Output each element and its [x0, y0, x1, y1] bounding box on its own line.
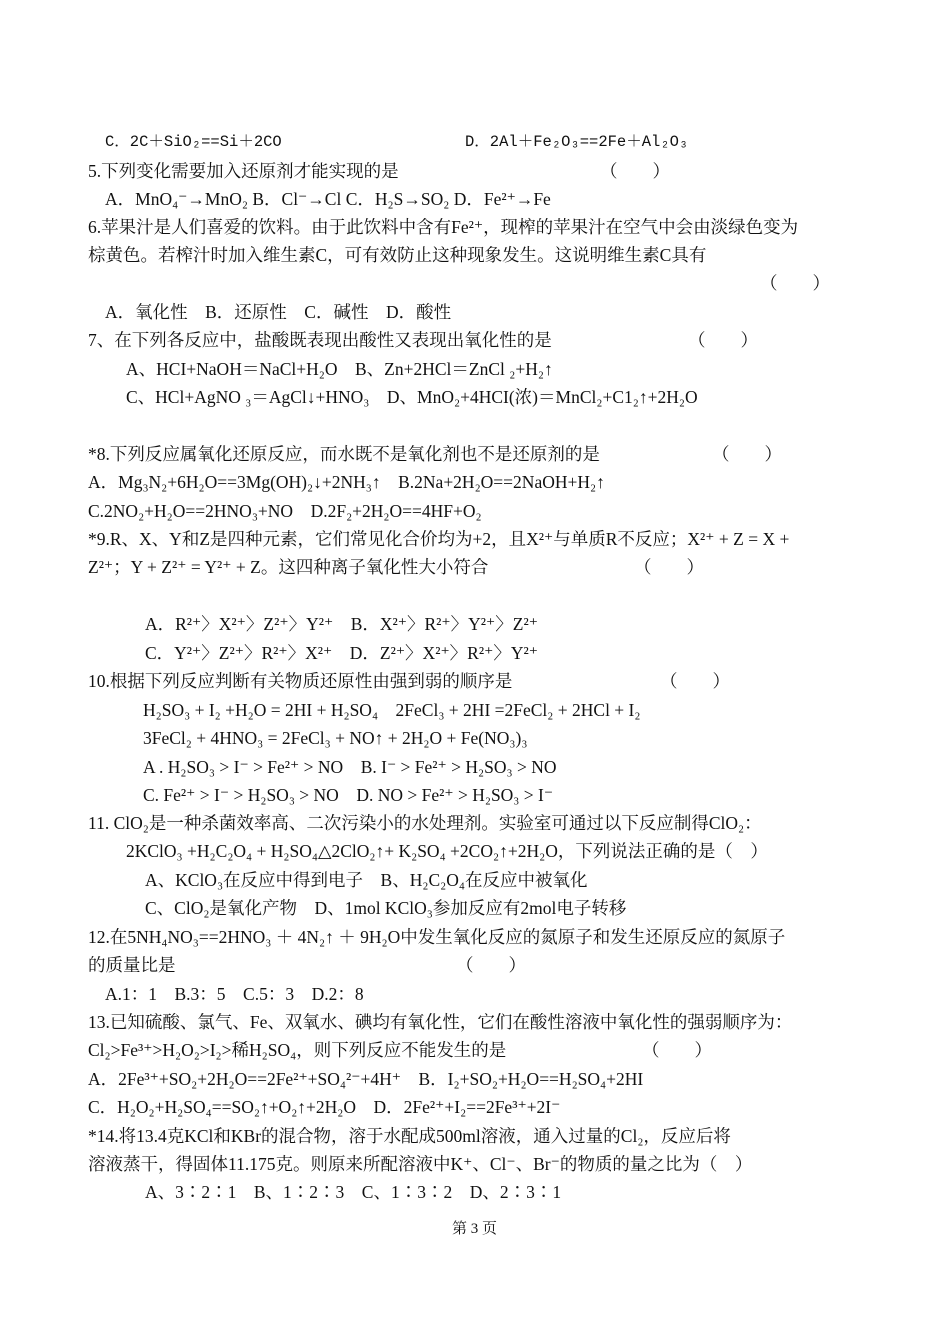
q10-answer-blank: （ ） [660, 671, 730, 691]
q5-options: A．MnO₄⁻→MnO₂ B．Cl⁻→Cl C．H₂S→SO₂ D．Fe²⁺→Fe [105, 189, 551, 209]
q13-options-cd: C．H₂O₂+H₂SO₄==SO₂↑+O₂↑+2H₂O D．2Fe²⁺+I₂==2Fe³⁺+2I⁻ [88, 1097, 561, 1117]
q11-options-cd: C、ClO₂是氧化产物 D、1mol KClO₃参加反应有2mol电子转移 [145, 898, 627, 918]
q8-stem: *8.下列反应属氧化还原反应，而水既不是氧化剂也不是还原剂的是 [88, 444, 600, 464]
q13-options-ab: A．2Fe³⁺+SO₂+2H₂O==2Fe²⁺+SO₄²⁻+4H⁺ B．I₂+SO₂+H₂O==H₂SO₄+2HI [88, 1069, 644, 1089]
q7-answer-blank: （ ） [688, 330, 758, 350]
q13-stem-1: 13.已知硫酸、氯气、Fe、双氧水、碘均有氧化性，它们在酸性溶液中氧化性的强弱顺序为： [88, 1012, 793, 1032]
q6-answer-blank: （ ） [760, 273, 830, 293]
q12-stem-1: 12.在5NH₄NO₃==2HNO₃ ＋ 4N₂↑ ＋ 9H₂O中发生氧化反应的氮原子和发生还原反应的氮原子 [88, 927, 786, 947]
q10-stem: 10.根据下列反应判断有关物质还原性由强到弱的顺序是 [88, 671, 513, 691]
q7-options-ab: A、HCI+NaOH＝NaCl+H₂O B、Zn+2HCl＝ZnCl ₂+H₂↑ [126, 359, 553, 379]
q11-options-ab: A、KClO₃在反应中得到电子 B、H₂C₂O₄在反应中被氧化 [145, 870, 588, 890]
q5-stem: 5.下列变化需要加入还原剂才能实现的是 [88, 161, 399, 181]
q13-answer-blank: （ ） [642, 1040, 712, 1060]
q8-answer-blank: （ ） [712, 444, 782, 464]
q9-options-ab: A．R²⁺〉X²⁺〉Z²⁺〉Y²⁺ B．X²⁺〉R²⁺〉Y²⁺〉Z²⁺ [145, 614, 538, 634]
q10-reaction-1: H₂SO₃ + I₂ +H₂O = 2HI + H₂SO₄ 2FeCl₃ + 2HI =2FeCl₂ + 2HCl + I₂ [143, 700, 641, 720]
q12-answer-blank: （ ） [456, 955, 526, 975]
page-number: 第 3 页 [452, 1221, 498, 1237]
q6-stem-2: 棕黄色。若榨汁时加入维生素C，可有效防止这种现象发生。这说明维生素C具有 [88, 245, 707, 265]
q6-stem-1: 6.苹果汁是人们喜爱的饮料。由于此饮料中含有Fe²⁺，现榨的苹果汁在空气中会由淡绿色变为 [88, 217, 799, 237]
q11-stem-2: 2KClO₃ +H₂C₂O₄ + H₂SO₄△2ClO₂↑+ K₂SO₄ +2CO₂↑+2H₂O，下列说法正确的是（ ） [126, 841, 768, 861]
q13-stem-2: Cl₂>Fe³⁺>H₂O₂>I₂>稀H₂SO₄，则下列反应不能发生的是 [88, 1040, 507, 1060]
q10-options-cd: C. Fe²⁺ > I⁻ > H₂SO₃ > NO D. NO > Fe²⁺ > H₂SO₃ > I⁻ [143, 785, 554, 805]
q8-options-ab: A．Mg₃N₂+6H₂O==3Mg(OH)₂↓+2NH₃↑ B.2Na+2H₂O==2NaOH+H₂↑ [88, 472, 605, 492]
q9-options-cd: C．Y²⁺〉Z²⁺〉R²⁺〉X²⁺ D．Z²⁺〉X²⁺〉R²⁺〉Y²⁺ [145, 643, 538, 663]
q7-options-cd: C、HCl+AgNO ₃＝AgCl↓+HNO₃ D、MnO₂+4HCI(浓)＝MnCl₂+C1₂↑+2H₂O [126, 387, 698, 407]
q4-option-c: C．2C＋SiO₂==Si＋2CO [105, 133, 282, 151]
q14-stem-2: 溶液蒸干，得固体11.175克。则原来所配溶液中K⁺、Cl⁻、Br⁻的物质的量之比为（ ） [88, 1154, 753, 1174]
q8-options-cd: C.2NO₂+H₂O==2HNO₃+NO D.2F₂+2H₂O==4HF+O₂ [88, 501, 482, 521]
q11-stem-1: 11. ClO₂是一种杀菌效率高、二次污染小的水处理剂。实验室可通过以下反应制得ClO₂： [88, 813, 762, 833]
q9-answer-blank: （ ） [634, 557, 704, 577]
q12-options: A.1：1 B.3：5 C.5：3 D.2：8 [105, 984, 364, 1004]
q14-stem-1: *14.将13.4克KCl和KBr的混合物，溶于水配成500ml溶液，通入过量的Cl₂，反应后将 [88, 1126, 731, 1146]
q12-stem-2: 的质量比是 [88, 955, 176, 975]
q9-stem-2: Z²⁺；Y + Z²⁺ = Y²⁺ + Z。这四种离子氧化性大小符合 [88, 557, 489, 577]
q4-option-d: D．2Al＋Fe₂O₃==2Fe＋Al₂O₃ [465, 133, 689, 151]
q14-options: A、3∶2∶1 B、1∶2∶3 C、1∶3∶2 D、2∶3∶1 [145, 1182, 562, 1202]
q6-options: A．氧化性 B．还原性 C．碱性 D．酸性 [105, 302, 452, 322]
q7-stem: 7、在下列各反应中，盐酸既表现出酸性又表现出氧化性的是 [88, 330, 552, 350]
q9-stem-1: *9.R、X、Y和Z是四种元素，它们常见化合价均为+2，且X²⁺与单质R不反应；X²⁺ + Z = X + [88, 529, 790, 549]
q10-options-ab: A . H₂SO₃ > I⁻ > Fe²⁺ > NO B. I⁻ > Fe²⁺ > H₂SO₃ > NO [143, 757, 557, 777]
q10-reaction-2: 3FeCl₂ + 4HNO₃ = 2FeCl₃ + NO↑ + 2H₂O + Fe(NO₃)₃ [143, 728, 528, 748]
q5-answer-blank: （ ） [600, 161, 670, 181]
